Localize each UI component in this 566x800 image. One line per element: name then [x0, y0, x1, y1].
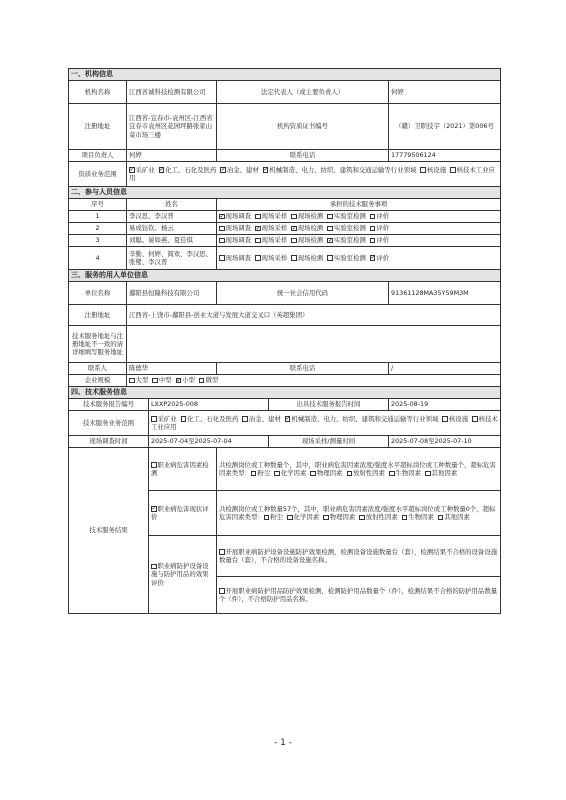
protect-equipment-checkbox[interactable]: [219, 549, 225, 555]
contact-phone-label: 联系电话: [217, 363, 389, 375]
cert-label: 机构资质证书编号: [217, 104, 389, 150]
checkbox-icon: [347, 471, 353, 477]
contact-label: 联系人: [69, 363, 127, 375]
checkbox-icon: [129, 167, 135, 173]
checkbox-option[interactable]: [425, 469, 457, 477]
checkbox-option[interactable]: [159, 166, 217, 174]
checkbox-option[interactable]: [255, 254, 287, 262]
checkbox-label: 现场检测: [297, 224, 324, 233]
document-page: [68, 68, 500, 614]
checkbox-icon: [287, 515, 293, 521]
checkbox-icon: [442, 416, 448, 422]
staff-row-no: 1: [69, 211, 127, 223]
checkbox-icon: [389, 471, 395, 477]
staff-row-name: 辛勤、何婷、简欢、李汉思、张鹭、李汉普: [127, 247, 217, 270]
checkbox-icon: [370, 214, 376, 220]
detect-label: 职业病危害因素检测: [151, 460, 209, 477]
checkbox-label: 化工、石化及医药: [187, 414, 239, 423]
checkbox-label: 现场采样: [261, 253, 288, 262]
checkbox-label: 粉尘: [270, 513, 284, 521]
org-addr: 江西省-宜春市-袁州区-江西省宜春市袁州区花园坪路张家山菜市场三楼: [127, 104, 217, 150]
protect-text-1: 开展职业病防护设备设施防护效果检测，检测设备设施数量台（套），检测结果不合格的设备设施数量台（套），不合格的设备设施名称。: [219, 547, 498, 564]
checkbox-label: 现场采样: [261, 212, 288, 221]
pm-label: 项目负责人: [69, 150, 127, 162]
checkbox-label: 生物因素: [395, 469, 422, 477]
protect-text-2: 开展职业病防护用品防护效果检测，检测防护用品数量个（件），检测结果不合格的防护用品数量个（件），不合格防护用品名称。: [219, 586, 498, 603]
client-addr: 江西省-上饶市-鄱阳县-创业大道与发展大道交叉口（英超集团）: [127, 305, 501, 326]
credit-code: 91361128MA35Y59M3M: [389, 282, 501, 305]
checkbox-option[interactable]: [389, 469, 421, 477]
checkbox-label: 大型: [135, 376, 149, 385]
service-addr: [127, 326, 501, 363]
checkbox-label: 其他因素: [431, 469, 458, 477]
checkbox-label: 评价: [376, 253, 390, 262]
checkbox-option[interactable]: [285, 415, 438, 423]
checkbox-icon: [176, 378, 182, 384]
checkbox-icon: [472, 416, 478, 422]
detect-text-cell: [217, 448, 501, 491]
checkbox-icon: [291, 214, 297, 220]
size-label: 企业规模: [69, 375, 127, 387]
checkbox-option[interactable]: [370, 224, 389, 232]
checkbox-icon: [327, 214, 333, 220]
checkbox-label: 核技术工业应用: [129, 165, 495, 182]
survey-time-label: 现场调查时间: [69, 436, 149, 448]
eval-text: 共检测岗位或工种数量57个，其中，职业病危害因素浓度/强度水平超标岗位或工种数量0个，超标危害因素类型：: [219, 504, 496, 521]
checkbox-option[interactable]: [327, 236, 365, 244]
checkbox-option[interactable]: [327, 212, 365, 220]
checkbox-label: 微型: [205, 376, 219, 385]
scope-label: 资质业务范围: [69, 162, 127, 187]
checkbox-label: 采矿业: [135, 165, 155, 174]
protect-text-1-cell: [217, 536, 501, 577]
checkbox-icon: [402, 515, 408, 521]
checkbox-option[interactable]: [442, 415, 468, 423]
checkbox-label: 采矿业: [157, 414, 177, 423]
checkbox-icon: [219, 214, 225, 220]
checkbox-label: 核设施: [448, 414, 469, 423]
checkbox-icon: [251, 471, 257, 477]
service-addr-label: 技术服务地址与注册地址不一致的请详细填写服务地址: [69, 326, 127, 363]
checkbox-option[interactable]: [219, 212, 251, 220]
checkbox-option[interactable]: [323, 513, 355, 521]
checkbox-option[interactable]: [219, 254, 251, 262]
hazard-options: [264, 513, 472, 521]
checkbox-option[interactable]: [263, 166, 416, 174]
checkbox-label: 机械制造、电力、纺织、建筑和交通运输等行业领域: [269, 165, 417, 174]
checkbox-label: 化学因素: [280, 469, 307, 477]
checkbox-option[interactable]: [291, 212, 323, 220]
checkbox-label: 冶金、建材: [226, 165, 259, 174]
checkbox-label: 冶金、建材: [248, 414, 281, 423]
staff-row-no: 2: [69, 223, 127, 235]
checkbox-icon: [420, 167, 426, 173]
col-name-header: 姓名: [127, 199, 217, 211]
eval-checkbox[interactable]: [151, 506, 157, 512]
client-name-label: 单位名称: [69, 282, 127, 305]
checkbox-label: 其他因素: [444, 513, 470, 521]
checkbox-icon: [219, 238, 225, 244]
protect-checkbox[interactable]: [151, 564, 157, 570]
checkbox-option[interactable]: [181, 415, 239, 423]
org-name-label: 机构名称: [69, 81, 127, 104]
checkbox-icon: [291, 226, 297, 232]
checkbox-icon: [370, 226, 376, 232]
checkbox-icon: [274, 471, 280, 477]
legal-label: 法定代表人（或主要负责人）: [217, 81, 389, 104]
contact-phone: /: [389, 363, 501, 375]
section-client-title: 三、服务的用人单位信息: [69, 270, 501, 282]
checkbox-option[interactable]: [129, 166, 155, 174]
checkbox-icon: [255, 255, 261, 261]
checkbox-icon: [220, 167, 226, 173]
checkbox-icon: [151, 416, 157, 422]
checkbox-option[interactable]: [199, 376, 218, 384]
checkbox-label: 评价: [376, 212, 390, 221]
checkbox-option[interactable]: [370, 212, 389, 220]
checkbox-icon: [450, 167, 456, 173]
pm-value: 何婷: [127, 150, 217, 162]
cert-value: （赣）卫职技字（2021）第006号: [389, 104, 501, 150]
checkbox-option[interactable]: [291, 254, 323, 262]
hazard-options: [251, 469, 459, 477]
issue-date: 2025-08-19: [389, 399, 501, 411]
checkbox-label: 中型: [158, 376, 172, 385]
checkbox-label: 现场采样: [261, 236, 288, 245]
checkbox-option[interactable]: [255, 236, 287, 244]
checkbox-option[interactable]: [327, 254, 365, 262]
report-no: LXXP2025-008: [149, 399, 269, 411]
checkbox-label: 机械制造、电力、纺织、建筑和交通运输等行业领域: [291, 414, 439, 423]
checkbox-label: 现场调查: [225, 253, 252, 262]
checkbox-icon: [327, 226, 333, 232]
legal-value: 何婷: [389, 81, 501, 104]
client-addr-label: 注册地址: [69, 305, 127, 326]
col-no-header: 序号: [69, 199, 127, 211]
checkbox-option[interactable]: [310, 469, 342, 477]
checkbox-icon: [310, 471, 316, 477]
detect-text: 共检测岗位或工种数量个，其中，职业病危害因素浓度/强度水平超标岗位或工种数量个，超标危害因素类型：: [219, 460, 496, 477]
checkbox-icon: [255, 238, 261, 244]
checkbox-label: 现场采样: [261, 224, 288, 233]
checkbox-label: 现场调查: [225, 212, 252, 221]
checkbox-option[interactable]: [220, 166, 258, 174]
checkbox-icon: [425, 471, 431, 477]
checkbox-option[interactable]: [291, 236, 323, 244]
checkbox-icon: [181, 416, 187, 422]
checkbox-option[interactable]: [274, 469, 306, 477]
checkbox-icon: [291, 255, 297, 261]
checkbox-icon: [152, 378, 158, 384]
client-name: 鄱阳县恒隆科技有限公司: [127, 282, 217, 305]
checkbox-option[interactable]: [420, 166, 446, 174]
checkbox-label: 放射性因素: [365, 513, 398, 521]
checkbox-option[interactable]: [438, 513, 470, 521]
checkbox-icon: [242, 416, 248, 422]
checkbox-icon: [159, 167, 165, 173]
checkbox-label: 现场调查: [225, 236, 252, 245]
issue-date-label: 出具技术服务报告时间: [269, 399, 389, 411]
checkbox-label: 物理因素: [316, 469, 343, 477]
checkbox-option[interactable]: [151, 415, 177, 423]
info-table: [68, 68, 501, 614]
checkbox-icon: [219, 226, 225, 232]
checkbox-icon: [264, 515, 270, 521]
checkbox-option[interactable]: [327, 224, 365, 232]
eval-option: [149, 491, 217, 536]
checkbox-label: 现场检测: [297, 212, 324, 221]
sample-time: 2025-07-08至2025-07-10: [389, 436, 501, 448]
checkbox-label: 现场检测: [297, 253, 324, 262]
checkbox-option[interactable]: [129, 376, 148, 384]
checkbox-option[interactable]: [152, 376, 171, 384]
checkbox-label: 核技术工业应用: [151, 414, 498, 431]
protect-ppe-checkbox[interactable]: [219, 588, 225, 594]
checkbox-icon: [327, 255, 333, 261]
credit-code-label: 统一社会信用代码: [217, 282, 389, 305]
checkbox-label: 实验室检测: [333, 253, 366, 262]
checkbox-icon: [255, 226, 261, 232]
checkbox-label: 实验室检测: [333, 236, 366, 245]
checkbox-option[interactable]: [251, 469, 270, 477]
detect-option: [149, 448, 217, 491]
staff-row-name: 易成钰钦、杨云: [127, 223, 217, 235]
size-checkbox-group: [127, 375, 501, 387]
checkbox-label: 化工、石化及医药: [165, 165, 217, 174]
checkbox-label: 现场检测: [297, 236, 324, 245]
checkbox-option[interactable]: [402, 513, 434, 521]
contact-value: 陈德华: [127, 363, 217, 375]
protect-label: 职业病防护设备设施与防护用品的效果评价: [151, 562, 209, 587]
eval-label: 职业病危害现状评价: [151, 504, 209, 521]
checkbox-icon: [255, 214, 261, 220]
results-label: 技术服务结果: [69, 448, 149, 614]
checkbox-label: 粉尘: [257, 469, 271, 477]
staff-row-no: 4: [69, 247, 127, 270]
section-staff-title: 二、参与人员信息: [69, 187, 501, 199]
staff-row-name: 刘聪、晏如燕、夏佳琪: [127, 235, 217, 247]
page-number: - 1 -: [274, 738, 292, 748]
report-no-label: 技术服务报告编号: [69, 399, 149, 411]
checkbox-option[interactable]: [264, 513, 283, 521]
checkbox-label: 核设施: [426, 165, 447, 174]
org-name: 江西省诚科技检测有限公司: [127, 81, 217, 104]
checkbox-option[interactable]: [359, 513, 397, 521]
section-service-title: 四、技术服务信息: [69, 387, 501, 399]
staff-row-name: 李汉思、李汉普: [127, 211, 217, 223]
checkbox-icon: [129, 378, 135, 384]
staff-row-items: [217, 235, 501, 247]
checkbox-option[interactable]: [176, 376, 195, 384]
protect-text-2-cell: [217, 577, 501, 614]
checkbox-option[interactable]: [255, 212, 287, 220]
checkbox-option[interactable]: [242, 415, 280, 423]
checkbox-icon: [438, 515, 444, 521]
checkbox-option[interactable]: [287, 513, 319, 521]
detect-checkbox[interactable]: [151, 462, 157, 468]
checkbox-icon: [327, 238, 333, 244]
staff-row-items: [217, 247, 501, 270]
checkbox-icon: [370, 255, 376, 261]
checkbox-icon: [199, 378, 205, 384]
section-org-title: 一、机构信息: [69, 69, 501, 81]
checkbox-icon: [219, 255, 225, 261]
checkbox-label: 生物因素: [408, 513, 434, 521]
checkbox-label: 化学因素: [293, 513, 320, 521]
staff-row-items: [217, 211, 501, 223]
checkbox-icon: [285, 416, 291, 422]
checkbox-icon: [263, 167, 269, 173]
checkbox-label: 放射性因素: [353, 469, 385, 477]
checkbox-option[interactable]: [370, 254, 389, 262]
checkbox-option[interactable]: [219, 224, 251, 232]
staff-row-no: 3: [69, 235, 127, 247]
survey-time: 2025-07-04至2025-07-04: [149, 436, 269, 448]
col-items-header: 承担的技术服务事项: [217, 199, 501, 211]
protect-option: [149, 536, 217, 614]
checkbox-option[interactable]: [370, 236, 389, 244]
phone-value: 17779506124: [389, 150, 501, 162]
checkbox-label: 评价: [376, 224, 390, 233]
domain-checkbox-group: [149, 411, 501, 436]
checkbox-label: 实验室检测: [333, 212, 366, 221]
checkbox-label: 现场调查: [225, 224, 252, 233]
staff-row-items: [217, 223, 501, 235]
checkbox-option[interactable]: [219, 236, 251, 244]
org-addr-label: 注册地址: [69, 104, 127, 150]
checkbox-label: 评价: [376, 236, 390, 245]
checkbox-icon: [359, 515, 365, 521]
scope-checkbox-group: [127, 162, 501, 187]
checkbox-icon: [291, 238, 297, 244]
checkbox-label: 实验室检测: [333, 224, 366, 233]
checkbox-label: 物理因素: [329, 513, 356, 521]
checkbox-option[interactable]: [255, 224, 287, 232]
checkbox-label: 小型: [182, 376, 195, 385]
sample-time-label: 现场采样/测量时间: [269, 436, 389, 448]
eval-text-cell: [217, 491, 501, 536]
checkbox-icon: [323, 515, 329, 521]
checkbox-option[interactable]: [291, 224, 323, 232]
checkbox-option[interactable]: [347, 469, 385, 477]
domain-label: 技术服务业务范围: [69, 411, 149, 436]
phone-label: 联系电话: [217, 150, 389, 162]
checkbox-icon: [370, 238, 376, 244]
